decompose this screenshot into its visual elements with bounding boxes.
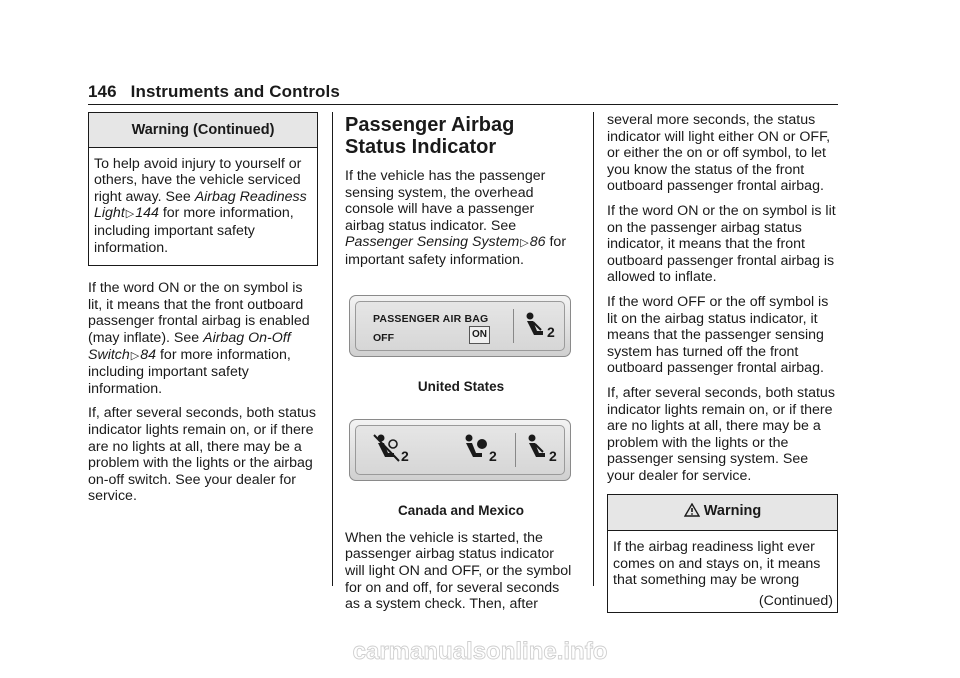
p1-text-2: for more information, including important safety information.: [88, 346, 291, 397]
warning-title: Warning: [703, 503, 762, 520]
watermark-text: [270, 637, 690, 667]
column-divider: [332, 112, 333, 586]
icon-subscript: 2: [549, 448, 557, 465]
header: [88, 82, 340, 102]
off-label: OFF: [373, 331, 394, 344]
p1-text-1: If the word ON or the on symbol is lit, it means that the front outboard passenger frontal airbag is enabled (may inflate). See: [88, 280, 310, 346]
warning-ref: Airbag Readiness Light: [94, 188, 307, 222]
ref-arrow-icon: ▷: [130, 349, 140, 362]
warning-triangle-icon: [684, 503, 700, 522]
p1-page: 86: [529, 234, 546, 251]
p1-text-2: for important safety information.: [345, 234, 567, 268]
warning-body: [608, 531, 837, 591]
caption-us: United States: [417, 378, 505, 394]
warning-continued-box: [88, 112, 318, 266]
column-3: [607, 112, 838, 613]
cm-indicator-inner: [355, 425, 565, 475]
panel-divider: [515, 433, 516, 467]
p1-page: 84: [140, 346, 157, 363]
paragraph: [88, 280, 318, 397]
canada-mexico-indicator-panel: [349, 419, 571, 481]
section-title: Instruments and Controls: [130, 82, 340, 101]
paragraph: [345, 168, 577, 269]
column-1: [88, 112, 318, 513]
on-label: ON: [469, 326, 490, 345]
column-divider: [593, 112, 594, 586]
paragraph: If the word OFF or the off symbol is lit on the airbag status indicator, it means that the passenger sensing system has turned off the front outboard passenger frontal airbag.: [607, 293, 829, 377]
watermark: [0, 637, 960, 672]
warning-page: 144: [135, 205, 159, 222]
airbag-seat-icon: [521, 311, 561, 343]
paragraph: If, after several seconds, both status indicator lights remain on, or if there are no lights at all, there may be a problem with the lights or the passenger sensing system. See your dealer for service.: [607, 384, 835, 484]
warning-box: [607, 494, 838, 613]
us-indicator-panel: [349, 295, 571, 357]
p1-ref: Airbag On-Off Switch: [88, 329, 291, 363]
warning-text-1: To help avoid injury to yourself or others, have the vehicle serviced right away. See: [94, 155, 302, 205]
p1-text-1: If the vehicle has the passenger sensing system, the overhead console will have a passenger airbag status indicator. See: [345, 168, 546, 234]
icon-subscript: 2: [401, 448, 409, 465]
airbag-on-icon: [459, 433, 503, 467]
section-heading: Passenger Airbag Status Indicator: [345, 114, 515, 158]
airbag-off-icon: [371, 433, 415, 467]
warning-text: [94, 156, 312, 257]
warning-header: [608, 495, 837, 531]
warning-title: Warning (Continued): [89, 113, 317, 148]
panel-title: PASSENGER AIR BAG: [373, 312, 489, 325]
ref-arrow-icon: ▷: [125, 208, 135, 221]
icon-subscript: 2: [489, 448, 497, 465]
column-2: [345, 112, 577, 621]
page-number: 146: [88, 82, 117, 101]
panel-divider: [513, 309, 514, 343]
us-indicator-inner: [355, 301, 565, 351]
svg-text:carmanualsonline.info: carmanualsonline.info: [352, 638, 608, 665]
warning-body: [89, 148, 317, 266]
paragraph: several more seconds, the status indicator will light either ON or OFF, or either the on or off symbol, to let you know the status of the front outboard passenger frontal airbag.: [607, 112, 831, 195]
ref-arrow-icon: ▷: [520, 237, 529, 250]
header-rule: [88, 104, 838, 105]
airbag-seat-icon: [523, 433, 563, 467]
paragraph: If, after several seconds, both status indicator lights remain on, or if there are no lights at all, there may be a problem with the lights or the airbag on-off switch. See your dealer for service.: [88, 405, 316, 505]
p1-ref: Passenger Sensing System: [345, 234, 520, 251]
continued-label: (Continued): [758, 592, 833, 609]
paragraph: If the word ON or the on symbol is lit on the passenger airbag status indicator, it means that the front outboard passenger frontal airbag is allowed to inflate.: [607, 202, 836, 286]
warning-text-2: for more information, including important safety information.: [94, 205, 294, 256]
icon-subscript: 2: [547, 323, 555, 340]
paragraph: When the vehicle is started, the passenger airbag status indicator will light ON and OFF, or the symbol for on and off, for several seconds as a system check. Then, after: [345, 529, 572, 613]
warning-text: If the airbag readiness light ever comes on and stays on, it means that something may be wrong: [613, 539, 821, 589]
passenger-sensing-system-link[interactable]: [345, 234, 546, 250]
caption-canada-mexico: Canada and Mexico: [397, 503, 525, 519]
